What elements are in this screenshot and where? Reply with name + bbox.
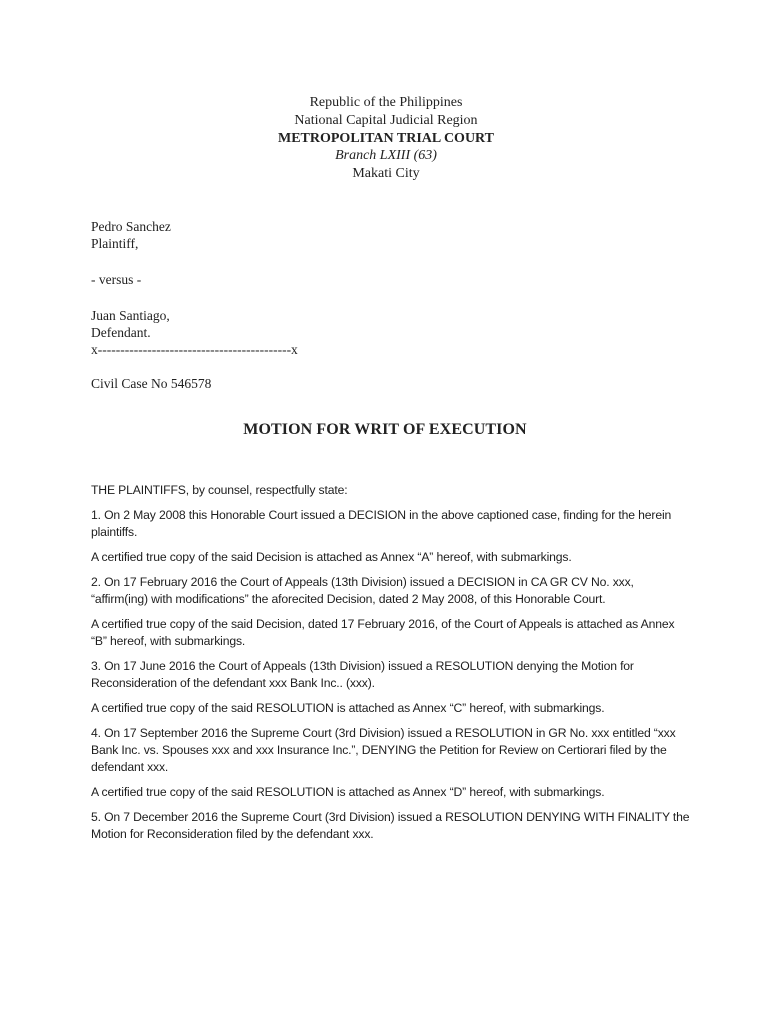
heading-republic: Republic of the Philippines [309,95,463,110]
plaintiff-name: Pedro Sanchez [91,219,171,234]
document-title: MOTION FOR WRIT OF EXECUTION [243,421,527,438]
case-caption [91,218,691,358]
heading-city: Makati City [352,166,420,182]
plaintiff-role: Plaintiff, [91,236,139,251]
court-heading [0,94,768,183]
paragraph: A certified true copy of the said Decision is attached as Annex “A” hereof, with submarkings. [91,550,572,564]
paragraph: 1. On 2 May 2008 this Honorable Court issued a DECISION in the above captioned case, finding for the herein plaintiffs. [91,508,672,539]
paragraph: 3. On 17 June 2016 the Court of Appeals (13th Division) issued a RESOLUTION denying the Motion for Reconsideration of the defendant xxx Bank Inc.. (xxx). [91,659,634,690]
motion-body [91,482,691,851]
caption-separator: x-------------------------------------------x [91,342,298,357]
paragraph: A certified true copy of the said Decision, dated 17 February 2016, of the Court of Appeals is attached as Annex “B” hereof, with submarkings. [91,617,675,648]
defendant-name: Juan Santiago, [91,308,170,323]
heading-branch: Branch LXIII (63) [335,148,437,164]
case-number: Civil Case No 546578 [91,376,212,391]
defendant-role: Defendant. [91,325,151,340]
versus-text: - versus - [91,272,142,287]
paragraph: 4. On 17 September 2016 the Supreme Court (3rd Division) issued a RESOLUTION in GR No. xxx entitled “xxx Bank Inc. vs. Spouses xxx and xxx Insurance Inc.”, DENYING the Petition for Review on Certiorari filed by the defendant xxx. [91,726,676,774]
paragraph: A certified true copy of the said RESOLUTION is attached as Annex “D” hereof, with submarkings. [91,785,605,799]
paragraph: 2. On 17 February 2016 the Court of Appeals (13th Division) issued a DECISION in CA GR CV No. xxx, “affirm(ing) with modifications” the aforecited Decision, dated 2 May 2008, of this Honorable Court. [91,575,634,606]
heading-court: METROPOLITAN TRIAL COURT [277,130,495,146]
paragraph: A certified true copy of the said RESOLUTION is attached as Annex “C” hereof, with submarkings. [91,701,605,715]
heading-region: National Capital Judicial Region [294,112,478,128]
paragraph: THE PLAINTIFFS, by counsel, respectfully state: [91,483,348,497]
paragraph: 5. On 7 December 2016 the Supreme Court (3rd Division) issued a RESOLUTION DENYING WITH FINALITY the Motion for Reconsideration filed by the defendant xxx. [91,810,690,841]
